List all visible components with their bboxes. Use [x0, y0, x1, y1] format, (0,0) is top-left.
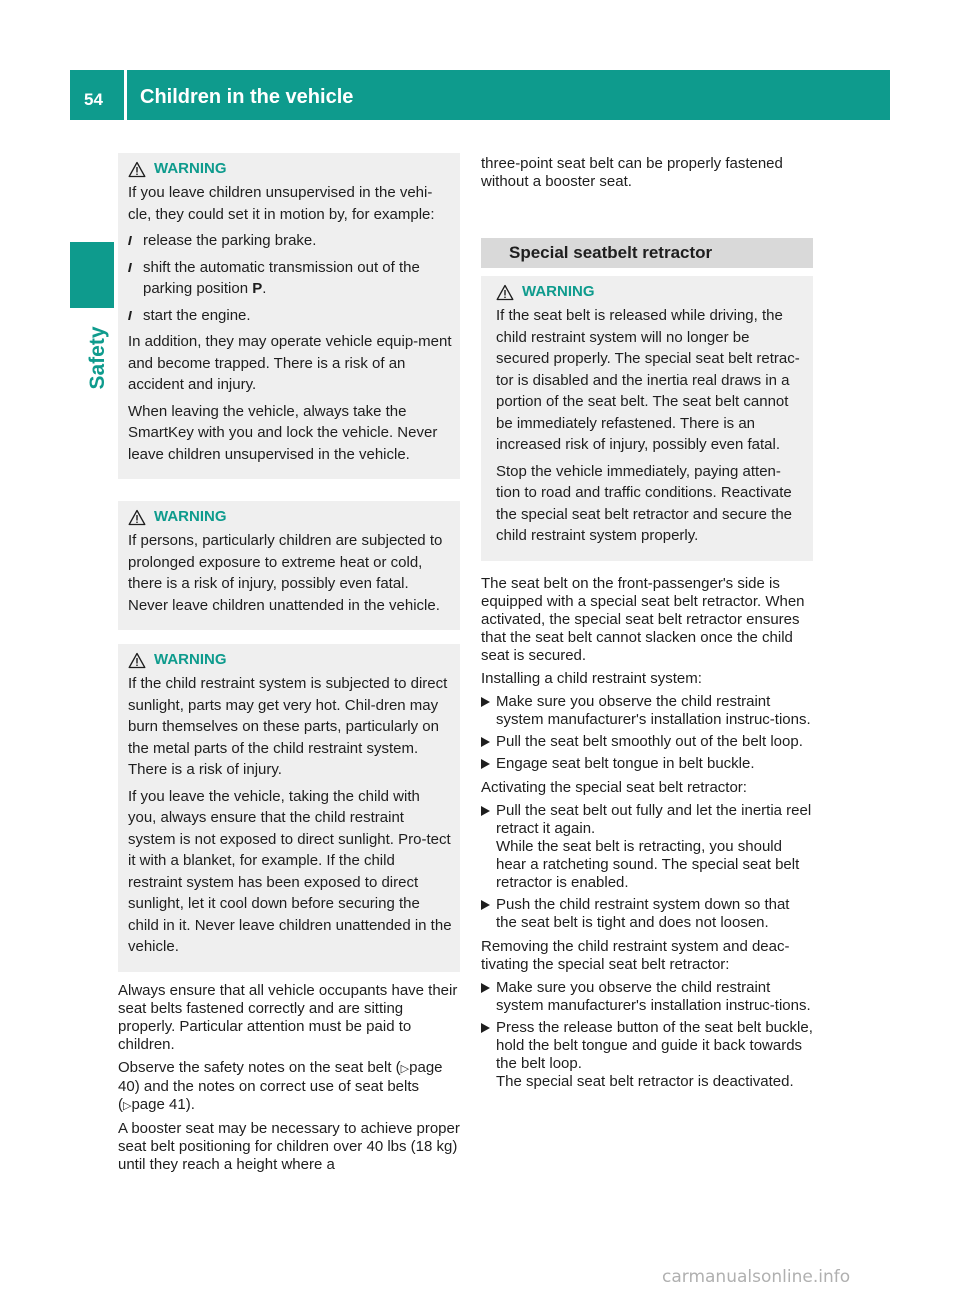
watermark: carmanualsonline.info — [662, 1267, 851, 1287]
warning-triangle-icon — [128, 652, 146, 669]
step-item — [481, 693, 813, 729]
warning-text: If persons, particularly children are subjected to prolonged exposure to extreme heat or cold, there is a risk of injury, possibly even fatal. Never leave children unattended in the vehicle. — [128, 532, 443, 614]
header-divider — [124, 70, 127, 120]
step-arrow-icon — [481, 900, 490, 910]
step-arrow-icon — [481, 697, 490, 707]
step-arrow-icon — [481, 737, 490, 747]
right-column — [481, 155, 813, 1097]
page-ref-arrow-icon: ▷ — [123, 1099, 132, 1112]
warning-triangle-icon — [496, 284, 514, 301]
warning-box — [118, 153, 460, 479]
warning-title: WARNING — [154, 651, 227, 668]
step-text: Push the child restraint system down so that the seat belt is tight and does not loosen. — [496, 895, 790, 931]
warning-title: WARNING — [522, 283, 595, 300]
warning-text: In addition, they may operate vehicle equip-ment and become trapped. There is a risk of an accident and injury. — [128, 333, 452, 393]
step-arrow-icon — [481, 983, 490, 993]
side-tab-block — [70, 242, 114, 308]
warning-box — [481, 276, 813, 561]
step-text: Pull the seat belt smoothly out of the belt loop. — [496, 732, 803, 750]
warning-text: If the seat belt is released while driving, the child restraint system will no longer be secured properly. The special seat belt retrac-tor is disabled and the inertia real draws in a portion of the seat belt. The seat belt cannot be immediately refastened. There is an increased risk of injury, possibly even fatal. — [496, 307, 800, 453]
warning-text: If the child restraint system is subjected to direct sunlight, parts may get very hot. Chil-dren may burn themselves on these parts, particularly on the metal parts of the child restraint system. There is a risk of injury. — [128, 675, 448, 778]
warning-text: Stop the vehicle immediately, paying atten-tion to road and traffic conditions. Reactivate the special seat belt retractor and secure the child restraint system properly. — [496, 462, 793, 544]
instruction-heading: Installing a child restraint system: — [481, 669, 702, 687]
list-item: release the parking brake. — [128, 230, 452, 252]
side-tab-label: Safety — [86, 326, 109, 390]
instruction-heading: Activating the special seat belt retractor: — [481, 778, 747, 796]
body-paragraph: three-point seat belt can be properly fastened without a booster seat. — [481, 155, 783, 190]
step-text: Engage seat belt tongue in belt buckle. — [496, 754, 755, 772]
body-paragraph: A booster seat may be necessary to achieve proper seat belt positioning for children over 40 lbs (18 kg) until they reach a height where a — [118, 1119, 460, 1173]
body-paragraph: The seat belt on the front-passenger's side is equipped with a special seat belt retractor. When activated, the special seat belt retractor ensures that the seat belt cannot slacken once the child seat is secured. — [481, 574, 805, 664]
step-text: Pull the seat belt out fully and let the inertia reel retract it again. — [496, 801, 812, 837]
body-paragraph: Always ensure that all vehicle occupants have their seat belts fastened correctly and are sitting properly. Particular attention must be paid to children. — [118, 981, 458, 1053]
step-arrow-icon — [481, 806, 490, 816]
step-list — [481, 802, 813, 932]
step-item — [481, 896, 813, 932]
body-text: Observe the safety notes on the seat belt ( — [118, 1058, 401, 1076]
warning-text: If you leave children unsupervised in the vehi-cle, they could set it in motion by, for example: — [128, 184, 435, 223]
step-text: Press the release button of the seat belt buckle, hold the belt tongue and guide it back towards the belt loop. — [496, 1018, 813, 1072]
step-result: While the seat belt is retracting, you should hear a ratcheting sound. The special seat belt retractor is enabled. — [496, 837, 800, 891]
step-item — [481, 755, 813, 773]
bullet-list — [128, 230, 452, 326]
page-title: Children in the vehicle — [140, 86, 354, 108]
warning-triangle-icon — [128, 161, 146, 178]
warning-text: When leaving the vehicle, always take the SmartKey with you and lock the vehicle. Never leave children unsupervised in the vehicle. — [128, 402, 438, 463]
body-paragraph — [118, 1059, 460, 1115]
warning-text: If you leave the vehicle, taking the child with you, always ensure that the child restraint system is not exposed to direct sunlight. Pro-tect it with a blanket, for example. If the child restraint system has been exposed to direct sunlight, let it cool down before securing the child in it. Never leave children unattended in the vehicle. — [128, 787, 452, 955]
page-ref-arrow-icon: ▷ — [400, 1062, 410, 1075]
page-number: 54 — [84, 90, 103, 109]
step-arrow-icon — [481, 1023, 490, 1033]
step-arrow-icon — [481, 759, 490, 769]
page-ref-link[interactable]: page 41 — [131, 1095, 186, 1113]
step-result: The special seat belt retractor is deactivated. — [496, 1072, 794, 1090]
step-text: Make sure you observe the child restraint system manufacturer's installation instruc-tions. — [496, 692, 811, 728]
step-text: Make sure you observe the child restraint system manufacturer's installation instruc-tions. — [496, 978, 811, 1014]
step-item — [481, 733, 813, 751]
step-item — [481, 979, 813, 1015]
warning-box — [118, 644, 460, 972]
warning-title: WARNING — [154, 160, 227, 177]
warning-triangle-icon — [128, 509, 146, 526]
step-item — [481, 802, 813, 892]
warning-title: WARNING — [154, 508, 227, 525]
list-item-text: shift the automatic transmission out of the parking position — [143, 258, 420, 297]
gear-position: P — [252, 280, 263, 297]
body-text: ) and the notes on correct use of seat belts ( — [118, 1077, 420, 1113]
step-list — [481, 693, 813, 773]
section-heading: Special seatbelt retractor — [481, 238, 813, 268]
list-item-end: . — [262, 280, 267, 297]
list-item — [128, 257, 452, 300]
step-list — [481, 979, 813, 1091]
page-ref-link[interactable]: page 40 — [118, 1058, 443, 1095]
left-column — [118, 153, 460, 1179]
list-item: start the engine. — [128, 305, 452, 327]
body-text: ). — [185, 1095, 195, 1113]
warning-box — [118, 501, 460, 630]
instruction-heading: Removing the child restraint system and deac-tivating the special seat belt retractor: — [481, 937, 790, 973]
step-item — [481, 1019, 813, 1091]
side-tab — [76, 318, 120, 398]
